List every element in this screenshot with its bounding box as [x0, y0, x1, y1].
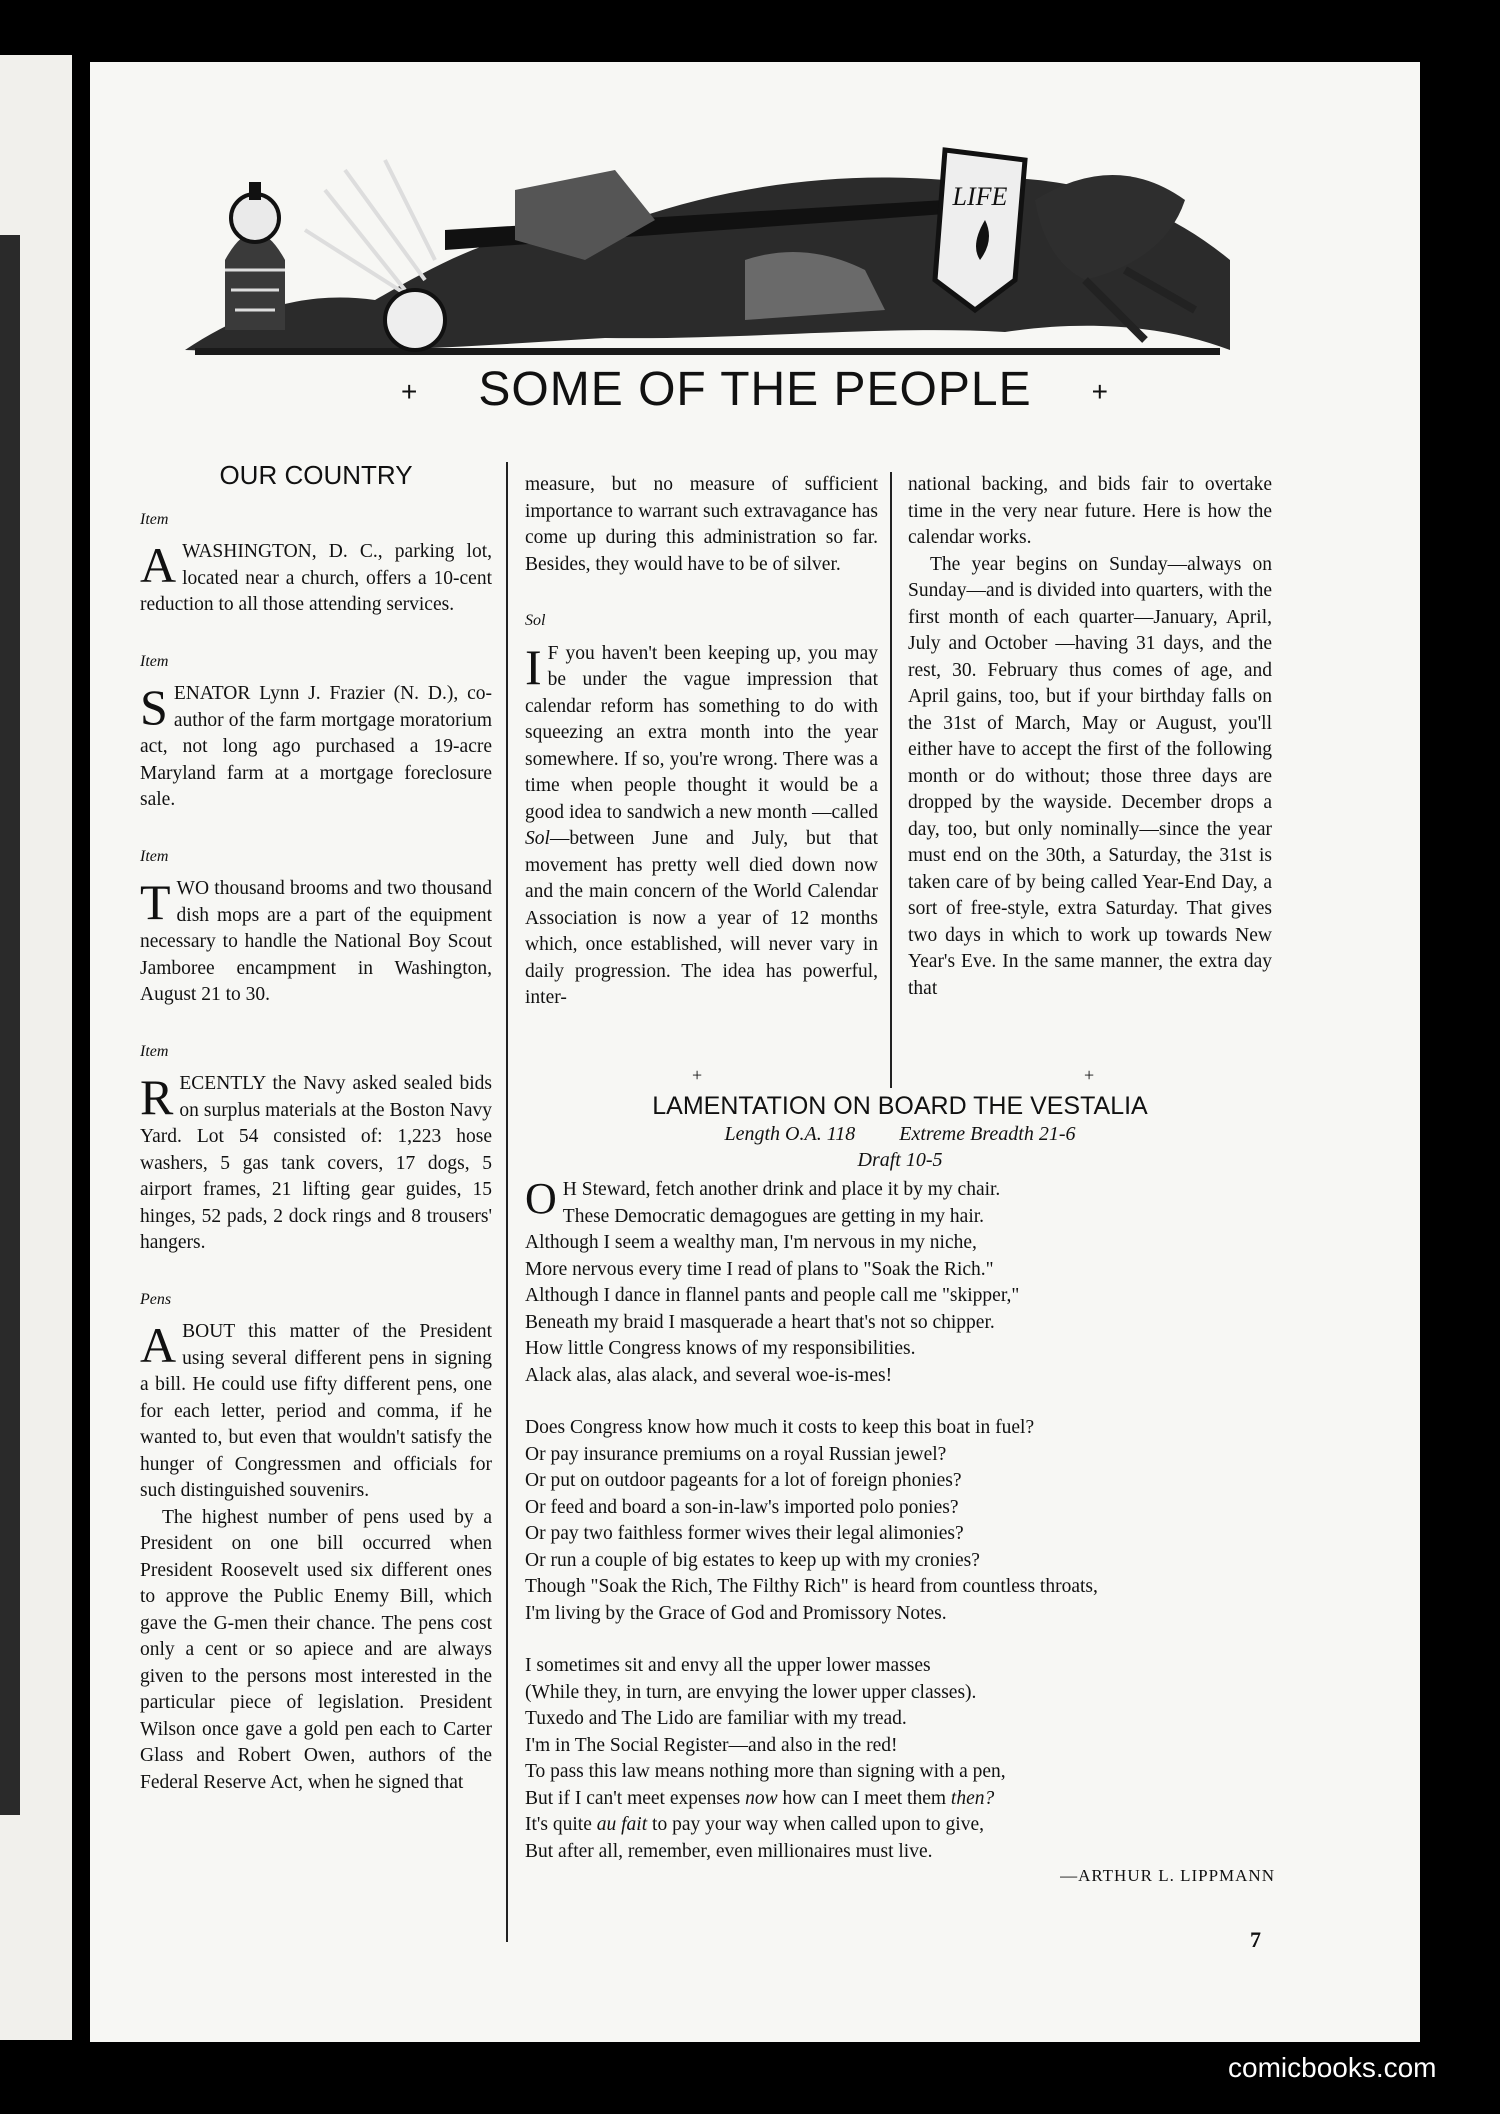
pens-tag: Pens — [140, 1290, 172, 1308]
drop-cap: R — [140, 1069, 174, 1125]
page-number: 7 — [1250, 1927, 1261, 1952]
pens-paragraph: ABOUT this matter of the President using several different pens in signing a bill. He could use fifty different pens, one for each letter, period and comma, if he wanted to, but even that wouldn't satisfy the hunger of Congressmen and officials for such distinguished souvenirs. — [140, 1317, 492, 1501]
divider-cross: + — [1084, 1065, 1095, 1085]
item-paragraph: SENATOR Lynn J. Frazier (N. D.), co-author of the farm mortgage moratorium act, not long ago purchased a 19-acre Maryland farm at a mortgage foreclosure sale. — [140, 679, 492, 810]
poem-line: Does Congress know how much it costs to keep this boat in fuel? — [525, 1417, 1035, 1438]
previous-page-edge — [0, 55, 72, 2040]
item-tag: Item — [140, 1042, 169, 1060]
section-heading-our-country: OUR COUNTRY — [219, 460, 413, 490]
poem-section — [525, 1092, 1275, 1890]
pens-paragraph-2: The highest number of pens used by a President on one bill occurred when President Roosevelt used six different ones to approve the Public Enemy Bill, which gave the G-men their chance. The pens cost only a cent or so apiece and are always given to the persons most interested in the particular piece of legislation. President Wilson once gave a gold pen each to Carter Glass and Robert Owen, authors of the Federal Reserve Act, when he signed that — [140, 1506, 492, 1793]
poem-title: LAMENTATION ON BOARD THE VESTALIA — [652, 1092, 1148, 1120]
item-paragraph: TWO thousand brooms and two thousand dish mops are a part of the equipment necessary to handle the National Boy Scout Jamboree encampment in Washington, August 21 to 30. — [140, 874, 492, 1005]
stanza-3 — [525, 1653, 1275, 1865]
calendar-paragraph-2: The year begins on Sunday—always on Sunday—and is divided into quarters, with the first month of each quarter—January, April, July and October —having 31 days, and the rest, 30. February thus comes of age, and April gains, too, but if your birthday falls on the 31st of March, May or August, you'll either have to accept the first of the following month or do without; those three days are dropped by the wayside. December drops a day, too, but only nominally—since the year must end on the 30th, a Saturday, the 31st is taken care of by being called Year-End Day, a sort of free-style, extra Saturday. That gives two days in which to work up towards New Year's Eve. In the same manner, the extra day that — [908, 553, 1272, 999]
sol-paragraph: I F you haven't been keeping up, you may be under the vague impression that calendar reform has something to do with squeezing an extra month into the year somewhere. If so, you're wrong. There was a time when people thought it would be a good idea to sandwich a new month —called Sol—between June and July, but that movement has pretty well died down now and the main concern of the World Calendar Association is now a year of 12 months which, once established, will never vary in daily progression. The idea has powerful, inter- — [525, 638, 878, 1008]
title-cross-right: + — [1091, 376, 1109, 408]
poem-line: I'm living by the Grace of God and Promissory Notes. — [525, 1602, 947, 1624]
item-tag: Item — [140, 847, 169, 865]
column-middle — [525, 472, 878, 1012]
item-tag: Item — [140, 652, 169, 670]
poem-line: I sometimes sit and envy all the upper lower masses — [525, 1655, 931, 1676]
poem-line: It's quite au fait to pay your way when called upon to give, — [525, 1814, 984, 1835]
banner-illustration — [185, 110, 1230, 392]
title-cross-left: + — [401, 376, 419, 408]
drop-cap: A — [140, 1317, 177, 1373]
spec-breadth: Extreme Breadth 21-6 — [899, 1123, 1076, 1145]
poem-line: Alack alas, alas alack, and several woe-is-mes! — [525, 1364, 893, 1386]
pens-continuation: measure, but no measure of sufficient importance to warrant such extravagance has come up during this administration so far. Besides, they would have to be of silver. — [525, 474, 878, 575]
spec-draft: Draft 10-5 — [857, 1149, 943, 1171]
magazine-page — [90, 62, 1420, 2042]
boat-specs — [525, 1121, 1275, 1173]
spec-length: Length O.A. 118 — [724, 1123, 856, 1145]
drop-cap: O — [525, 1174, 557, 1223]
poem-line: Or put on outdoor pageants for a lot of foreign phonies? — [525, 1470, 962, 1491]
column-right — [908, 472, 1272, 1002]
drop-cap: I — [525, 638, 542, 695]
previous-page-image — [0, 235, 20, 1815]
poem-line: These Democratic demagogues are getting in my hair. — [562, 1205, 985, 1227]
poem-line: But if I can't meet expenses now how can I meet them then? — [525, 1787, 995, 1809]
item-paragraph: RECENTLY the Navy asked sealed bids on surplus materials at the Boston Navy Yard. Lot 54 consisted of: 1,223 hose washers, 5 gas tank covers, 17 dogs, 5 airport frames, 21 lifting gear guides, 15 hinges, 52 pads, 2 dock rings and 8 trousers' hangers. — [140, 1069, 492, 1253]
column-rule-right — [890, 472, 892, 1088]
stanza-1 — [525, 1174, 1275, 1389]
watermark: comicbooks.com — [1228, 2052, 1437, 2083]
item-paragraph: A WASHINGTON, D. C., parking lot, located near a church, offers a 10-cent reduction to all those attending services. — [140, 537, 492, 615]
drop-cap: S — [140, 679, 168, 735]
drop-cap: T — [140, 874, 171, 930]
poem-line: Tuxedo and The Lido are familiar with my tread. — [525, 1708, 907, 1729]
poem-line: More nervous every time I read of plans to "Soak the Rich." — [525, 1258, 994, 1280]
poem-line: Or pay two faithless former wives their legal alimonies? — [525, 1523, 964, 1544]
poem-author: —ARTHUR L. LIPPMANN — [1060, 1866, 1275, 1885]
column-rule-left — [506, 462, 508, 1942]
page-title-text: SOME OF THE PEOPLE — [478, 363, 1032, 416]
divider-cross: + — [692, 1065, 703, 1085]
poem-line: To pass this law means nothing more than signing with a pen, — [525, 1761, 1006, 1782]
calendar-paragraph-1: national backing, and bids fair to overtake time in the very near future. Here is how the calendar works. — [908, 474, 1272, 548]
drop-cap: A — [140, 537, 177, 593]
poem-line: Although I dance in flannel pants and people call me "skipper," — [525, 1285, 1020, 1306]
poem-line: (While they, in turn, are envying the lower upper classes). — [525, 1681, 977, 1703]
stanza-2 — [525, 1415, 1275, 1627]
poem-line: But after all, remember, even millionaires must live. — [525, 1840, 933, 1862]
item-tag: Item — [140, 510, 169, 528]
banner-sign-text: LIFE — [952, 182, 1008, 211]
poem-line: Beneath my braid I masquerade a heart that's not so chipper. — [525, 1311, 995, 1333]
column-our-country — [140, 462, 492, 1796]
sol-tag: Sol — [525, 612, 546, 629]
poem-body — [525, 1174, 1275, 1890]
poem-line: Or run a couple of big estates to keep up with my cronies? — [525, 1549, 980, 1571]
poem-line: O H Steward, fetch another drink and place it by my chair. — [525, 1174, 1001, 1223]
poem-line: Although I seem a wealthy man, I'm nervous in my niche, — [525, 1232, 977, 1253]
poem-line: How little Congress knows of my responsibilities. — [525, 1338, 916, 1359]
poem-line: Or feed and board a son-in-law's imported polo ponies? — [525, 1496, 959, 1518]
page-title — [90, 362, 1420, 417]
poem-line: Though "Soak the Rich, The Filthy Rich" is heard from countless throats, — [525, 1576, 1098, 1597]
poem-line: I'm in The Social Register—and also in the red! — [525, 1734, 898, 1756]
poem-line: Or pay insurance premiums on a royal Russian jewel? — [525, 1443, 947, 1465]
